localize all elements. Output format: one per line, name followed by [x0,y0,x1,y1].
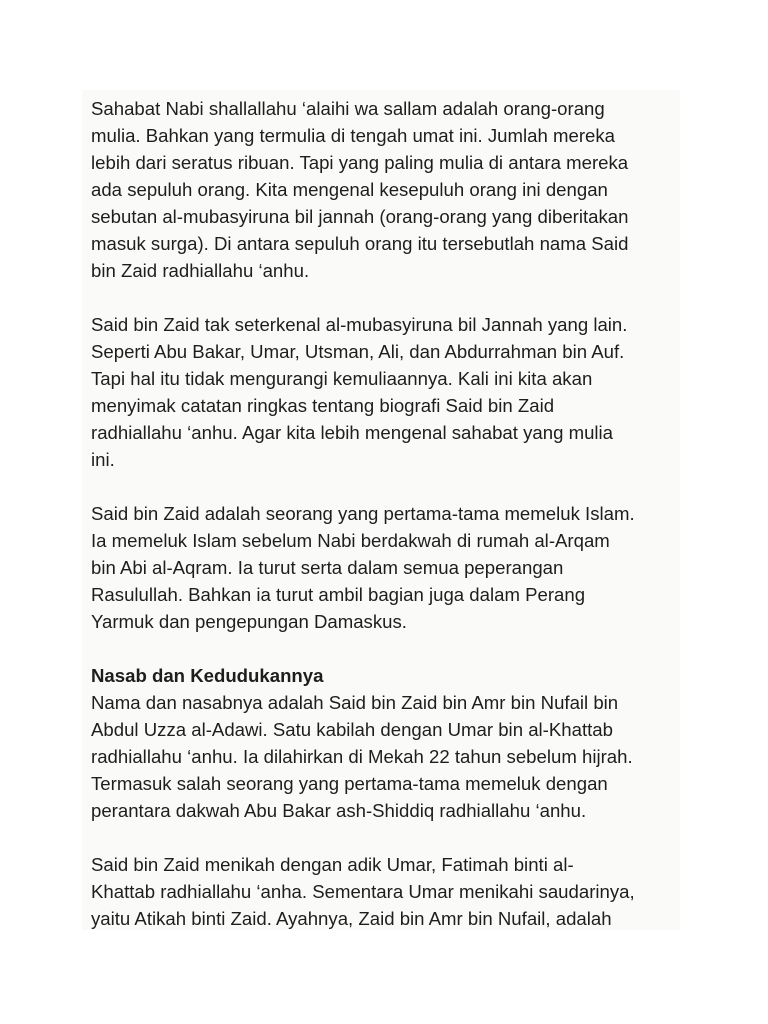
section-heading: Nasab dan Kedudukannya [91,665,324,686]
document-page [82,90,680,930]
paragraph-lineage: Nama dan nasabnya adalah Said bin Zaid bin Amr bin Nufail bin Abdul Uzza al-Adawi. Satu kabilah dengan Umar bin al-Khattab radhiallahu ‘anhu. Ia dilahirkan di Mekah 22 tahun sebelum hijrah. Termasuk salah seorang yang pertama-tama memeluk dengan perantara dakwah Abu Bakar ash-Shiddiq radhiallahu ‘anhu. [91,692,633,821]
paragraph-early-islam: Said bin Zaid adalah seorang yang pertama-tama memeluk Islam. Ia memeluk Islam sebelum Nabi berdakwah di rumah al-Arqam bin Abi al-Aqram. Ia turut serta dalam semua peperangan Rasulullah. Bahkan ia turut ambil bagian juga dalam Perang Yarmuk dan pengepungan Damaskus. [91,503,635,632]
paragraph-marriage: Said bin Zaid menikah dengan adik Umar, Fatimah binti al- Khattab radhiallahu ‘anha. Sementara Umar menikahi saudarinya, yaitu Atikah binti Zaid. Ayahnya, Zaid bin Amr bin Nufail, adalah [91,854,635,929]
paragraph-fame: Said bin Zaid tak seterkenal al-mubasyiruna bil Jannah yang lain. Seperti Abu Bakar, Umar, Utsman, Ali, dan Abdurrahman bin Auf. Tapi hal itu tidak mengurangi kemuliaannya. Kali ini kita akan menyimak catatan ringkas tentang biografi Said bin Zaid radhiallahu ‘anhu. Agar kita lebih mengenal sahabat yang mulia ini. [91,314,628,470]
document-body [91,95,679,930]
paragraph-intro: Sahabat Nabi shallallahu ‘alaihi wa sallam adalah orang-orang mulia. Bahkan yang termulia di tengah umat ini. Jumlah mereka lebih dari seratus ribuan. Tapi yang paling mulia di antara mereka ada sepuluh orang. Kita mengenal kesepuluh orang ini dengan sebutan al-mubasyiruna bil jannah (orang-orang yang diberitakan masuk surga). Di antara sepuluh orang itu tersebutlah nama Said bin Zaid radhiallahu ‘anhu. [91,98,629,281]
